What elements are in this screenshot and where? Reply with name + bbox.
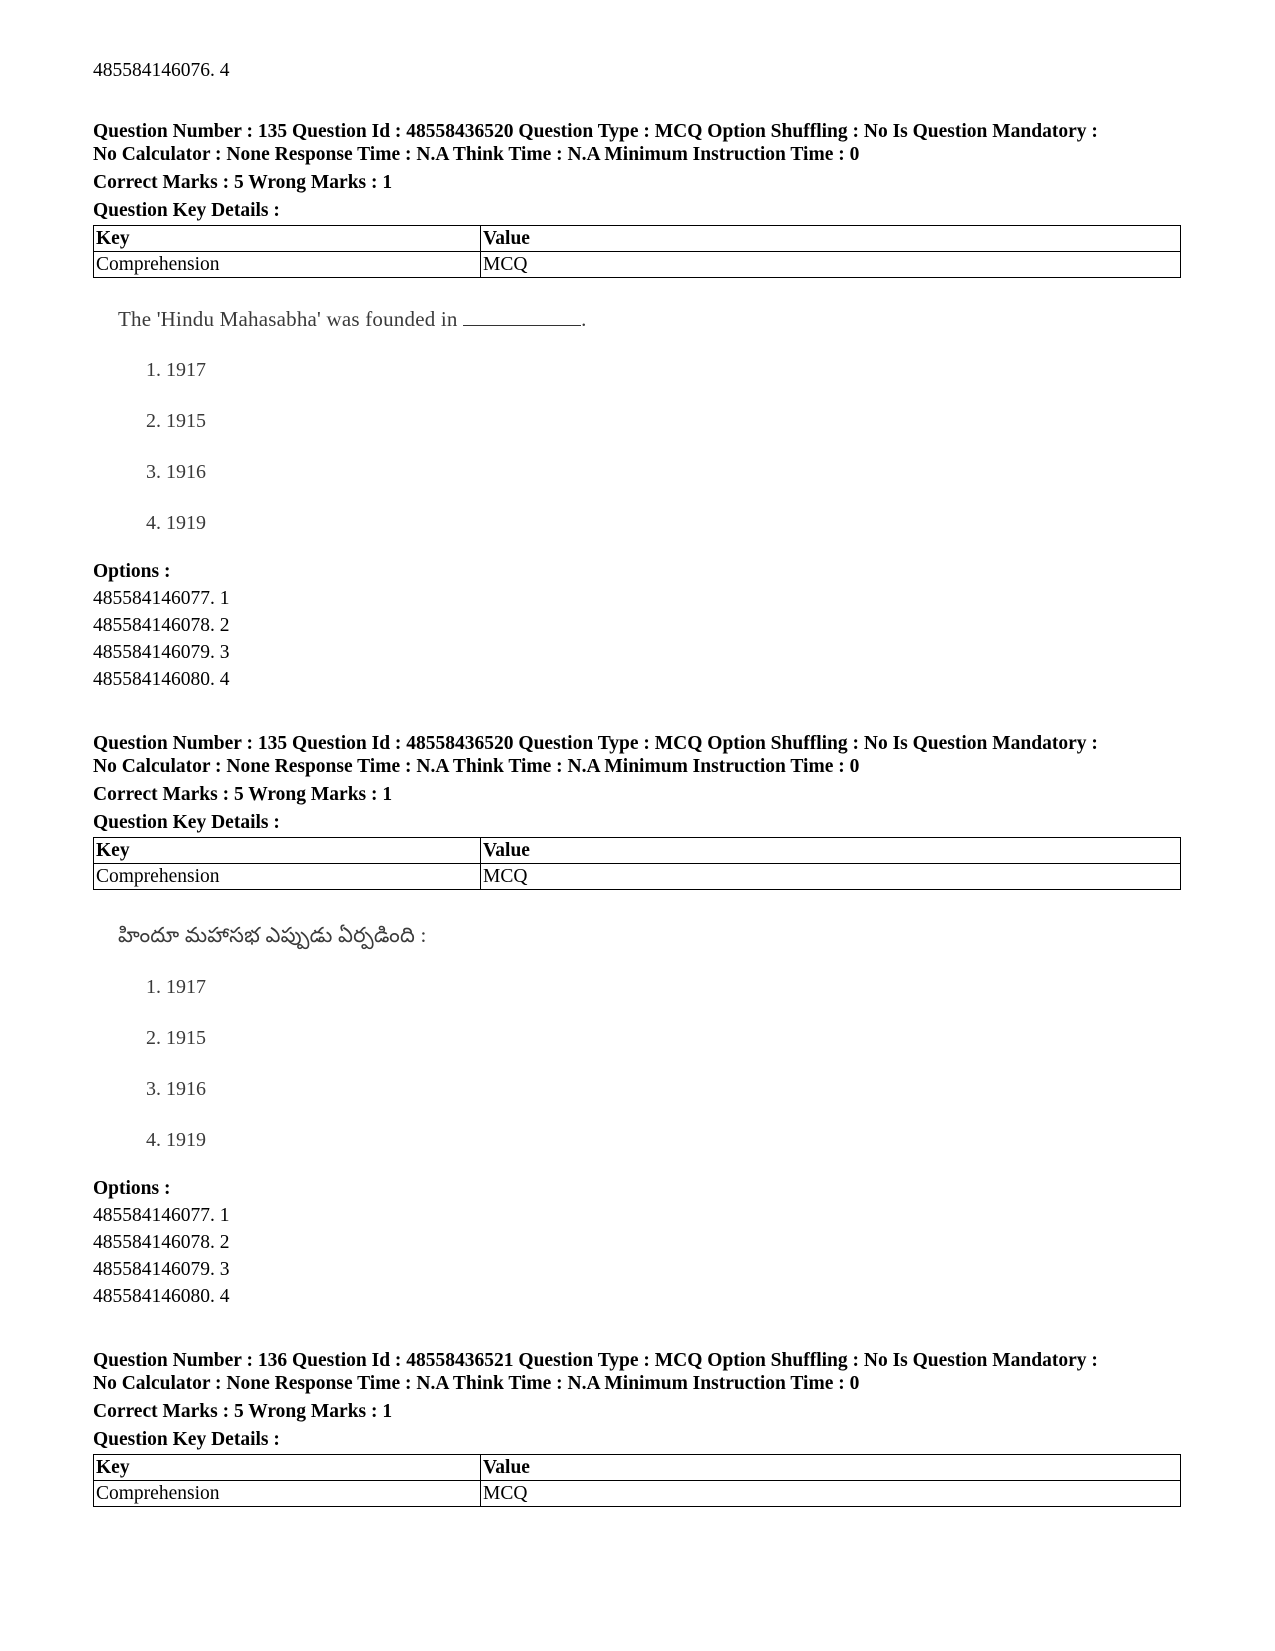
previous-option-line: 485584146076. 4 <box>93 60 230 81</box>
question-option: 4. 1919 <box>146 512 206 534</box>
option-line: 485584146079. 3 <box>93 1259 230 1280</box>
question-option: 3. 1916 <box>146 1078 206 1100</box>
key-details-table <box>93 837 1181 890</box>
key-details-label: Question Key Details : <box>93 1429 280 1450</box>
value-header: Value <box>481 226 1181 252</box>
key-cell: Comprehension <box>94 1481 481 1507</box>
question-header-line-2: No Calculator : None Response Time : N.A Think Time : N.A Minimum Instruction Time : 0 <box>93 144 860 165</box>
value-cell: MCQ <box>481 1481 1181 1507</box>
question-stem: The 'Hindu Mahasabha' was founded in . <box>118 307 587 331</box>
value-cell: MCQ <box>481 252 1181 278</box>
question-image <box>118 305 587 534</box>
value-cell: MCQ <box>481 864 1181 890</box>
answer-blank <box>463 305 581 326</box>
question-image <box>118 922 427 1151</box>
option-line: 485584146077. 1 <box>93 1205 230 1226</box>
question-header-line-2: No Calculator : None Response Time : N.A Think Time : N.A Minimum Instruction Time : 0 <box>93 1373 860 1394</box>
key-header: Key <box>94 226 481 252</box>
option-line: 485584146080. 4 <box>93 669 230 690</box>
options-label: Options : <box>93 561 171 582</box>
question-option: 4. 1919 <box>146 1129 206 1151</box>
option-line: 485584146078. 2 <box>93 615 230 636</box>
marks-line: Correct Marks : 5 Wrong Marks : 1 <box>93 1401 393 1422</box>
question-option: 1. 1917 <box>146 359 206 381</box>
question-stem: హిందూ మహాసభ ఎప్పుడు ఏర్పడింది : <box>118 923 427 947</box>
key-details-table <box>93 1454 1181 1507</box>
question-option: 1. 1917 <box>146 976 206 998</box>
table-row <box>94 864 1181 890</box>
question-header-line-1: Question Number : 136 Question Id : 48558436521 Question Type : MCQ Option Shuffling : No Is Question Mandatory : <box>93 1350 1098 1371</box>
value-header: Value <box>481 838 1181 864</box>
marks-line: Correct Marks : 5 Wrong Marks : 1 <box>93 172 393 193</box>
question-option: 2. 1915 <box>146 410 206 432</box>
question-option: 2. 1915 <box>146 1027 206 1049</box>
key-details-label: Question Key Details : <box>93 812 280 833</box>
key-details-table <box>93 225 1181 278</box>
table-header-row <box>94 1455 1181 1481</box>
key-cell: Comprehension <box>94 864 481 890</box>
table-header-row <box>94 226 1181 252</box>
key-cell: Comprehension <box>94 252 481 278</box>
key-header: Key <box>94 1455 481 1481</box>
table-header-row <box>94 838 1181 864</box>
option-line: 485584146077. 1 <box>93 588 230 609</box>
question-header-line-1: Question Number : 135 Question Id : 48558436520 Question Type : MCQ Option Shuffling : No Is Question Mandatory : <box>93 733 1098 754</box>
marks-line: Correct Marks : 5 Wrong Marks : 1 <box>93 784 393 805</box>
options-label: Options : <box>93 1178 171 1199</box>
key-details-label: Question Key Details : <box>93 200 280 221</box>
key-header: Key <box>94 838 481 864</box>
question-header-line-2: No Calculator : None Response Time : N.A Think Time : N.A Minimum Instruction Time : 0 <box>93 756 860 777</box>
question-header-line-1: Question Number : 135 Question Id : 48558436520 Question Type : MCQ Option Shuffling : No Is Question Mandatory : <box>93 121 1098 142</box>
table-row <box>94 1481 1181 1507</box>
option-line: 485584146078. 2 <box>93 1232 230 1253</box>
table-row <box>94 252 1181 278</box>
value-header: Value <box>481 1455 1181 1481</box>
option-line: 485584146080. 4 <box>93 1286 230 1307</box>
option-line: 485584146079. 3 <box>93 642 230 663</box>
question-option: 3. 1916 <box>146 461 206 483</box>
